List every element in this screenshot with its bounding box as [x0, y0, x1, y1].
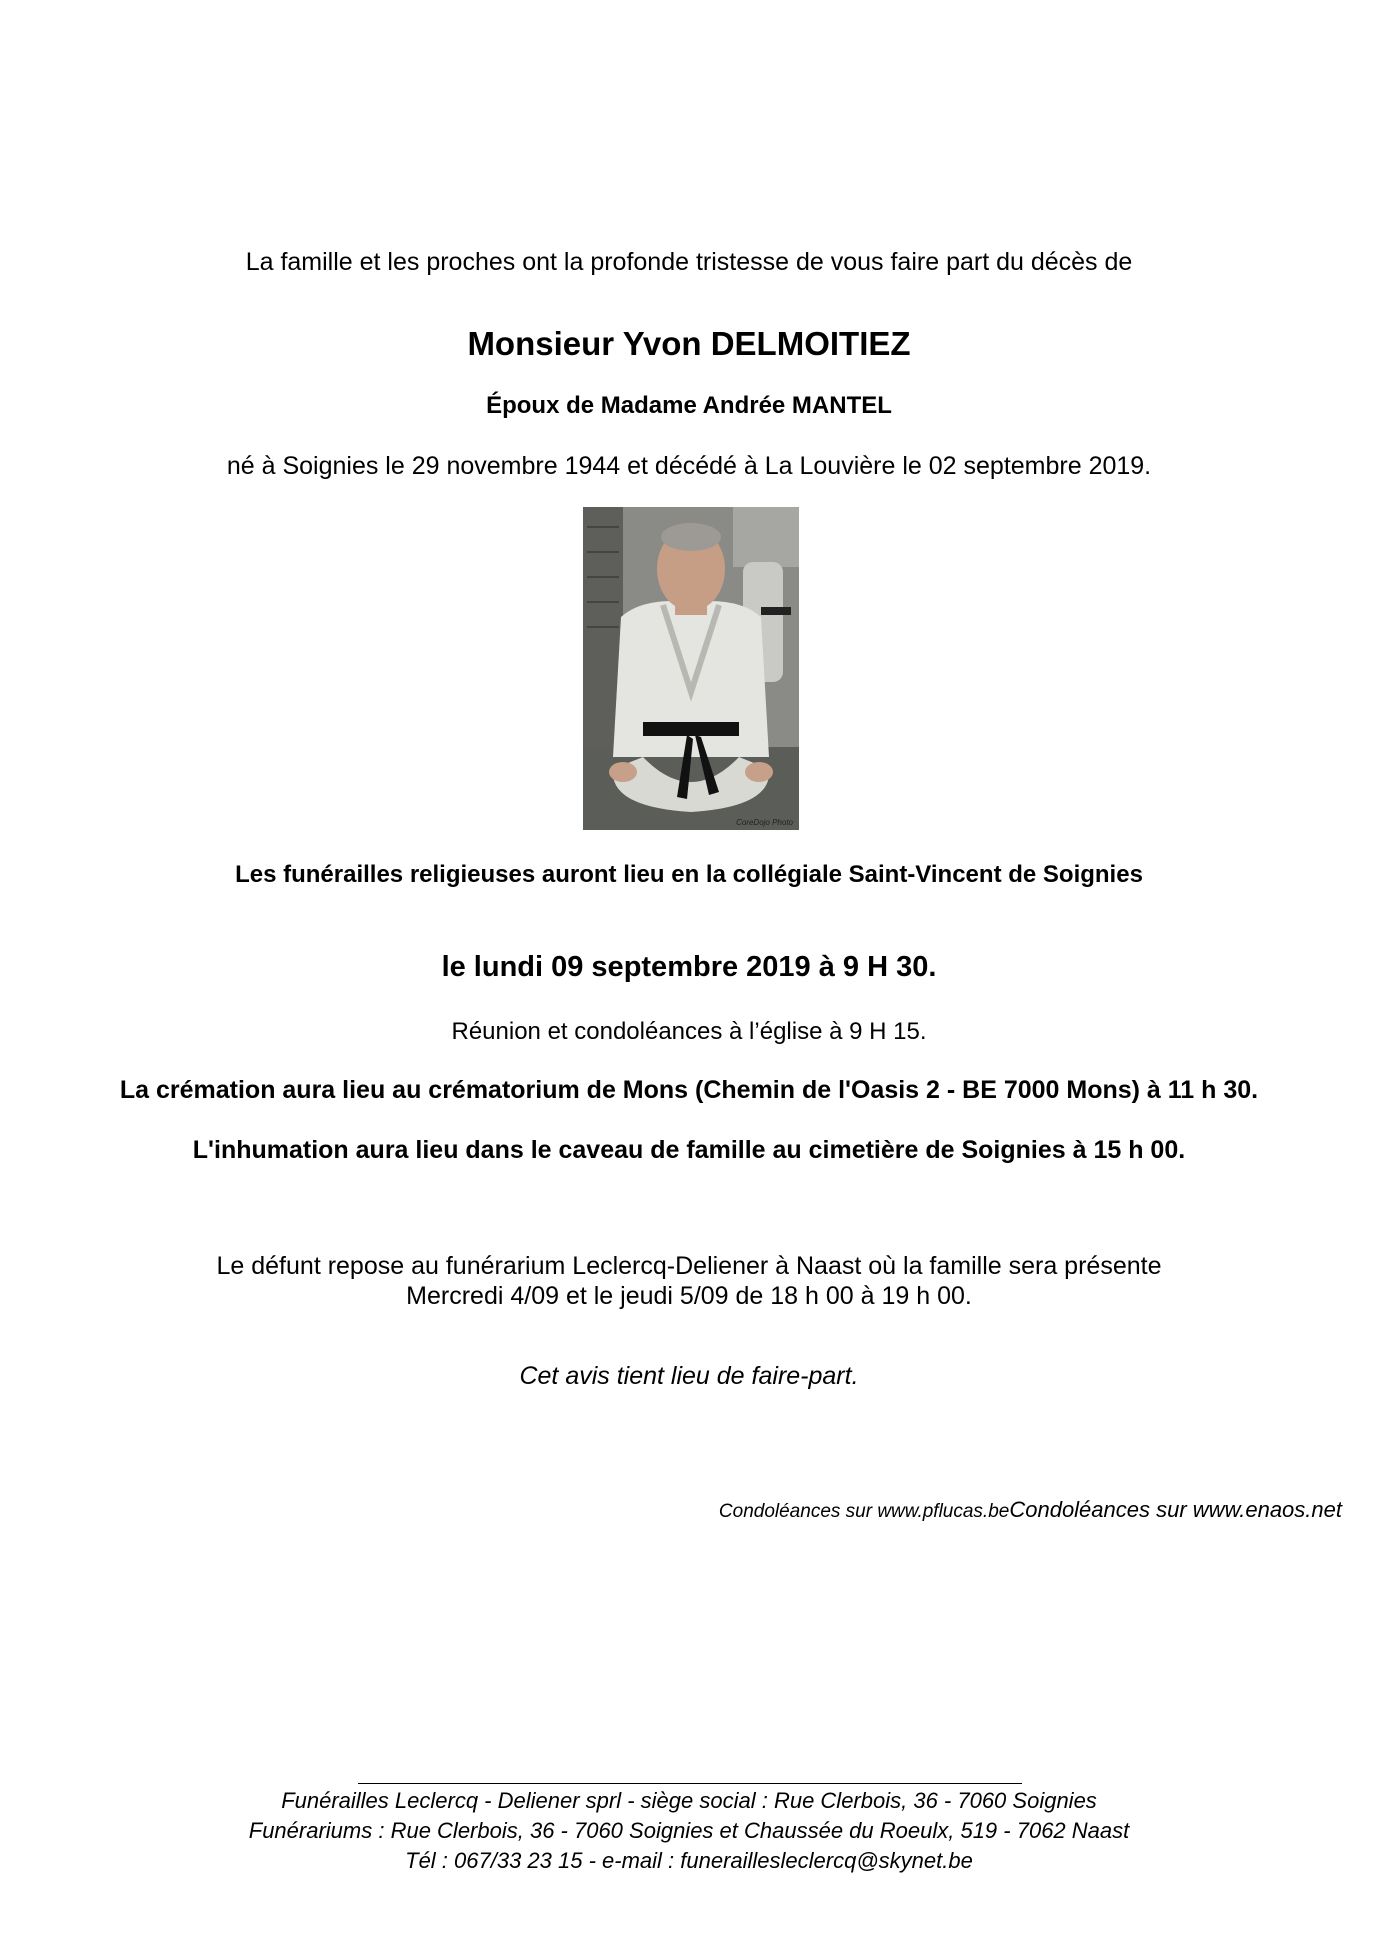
notice-disclaimer: Cet avis tient lieu de faire-part.: [519, 1362, 859, 1390]
footer-divider: [358, 1783, 1022, 1784]
intro-text: La famille et les proches ont la profonde tristesse de vous faire part du décès de: [245, 248, 1133, 276]
visitation-line-1: Le défunt repose au funérarium Leclercq-Deliener à Naast où la famille sera présente: [216, 1252, 1162, 1280]
footer-contact-line: Tél : 067/33 23 15 - e-mail : funeraillesleclercq@skynet.be: [405, 1848, 973, 1873]
condolences-link-pflucas[interactable]: Condoléances sur www.pflucas.be: [718, 1501, 1010, 1522]
inhumation-line: L'inhumation aura lieu dans le caveau de famille au cimetière de Soignies à 15 h 00.: [192, 1136, 1186, 1164]
birth-death-dates: né à Soignies le 29 novembre 1944 et décédé à La Louvière le 02 septembre 2019.: [226, 452, 1152, 480]
deceased-name: Monsieur Yvon DELMOITIEZ: [467, 325, 911, 362]
funeral-date: le lundi 09 septembre 2019 à 9 H 30.: [441, 951, 937, 983]
reunion-line: Réunion et condoléances à l’église à 9 H 15.: [451, 1018, 927, 1045]
portrait-photo: [583, 507, 799, 830]
visitation-line-2: Mercredi 4/09 et le jeudi 5/09 de 18 h 00 à 19 h 00.: [406, 1282, 972, 1310]
footer-company-line: Funérailles Leclercq - Deliener sprl - siège social : Rue Clerbois, 36 - 7060 Soignies: [281, 1788, 1097, 1813]
funeral-location: Les funérailles religieuses auront lieu en la collégiale Saint-Vincent de Soignies: [235, 861, 1143, 888]
condolences-links: [719, 1497, 1342, 1523]
condolences-link-enaos[interactable]: Condoléances sur www.enaos.net: [1009, 1497, 1342, 1522]
photo-credit-watermark: CoreDojo Photo: [736, 818, 793, 827]
spouse-line: Époux de Madame Andrée MANTEL: [486, 392, 892, 419]
footer-address-line: Funérariums : Rue Clerbois, 36 - 7060 Soignies et Chaussée du Roeulx, 519 - 7062 Naast: [248, 1818, 1130, 1843]
cremation-line: La crémation aura lieu au crématorium de Mons (Chemin de l'Oasis 2 - BE 7000 Mons) à 11 h 30.: [119, 1076, 1259, 1104]
